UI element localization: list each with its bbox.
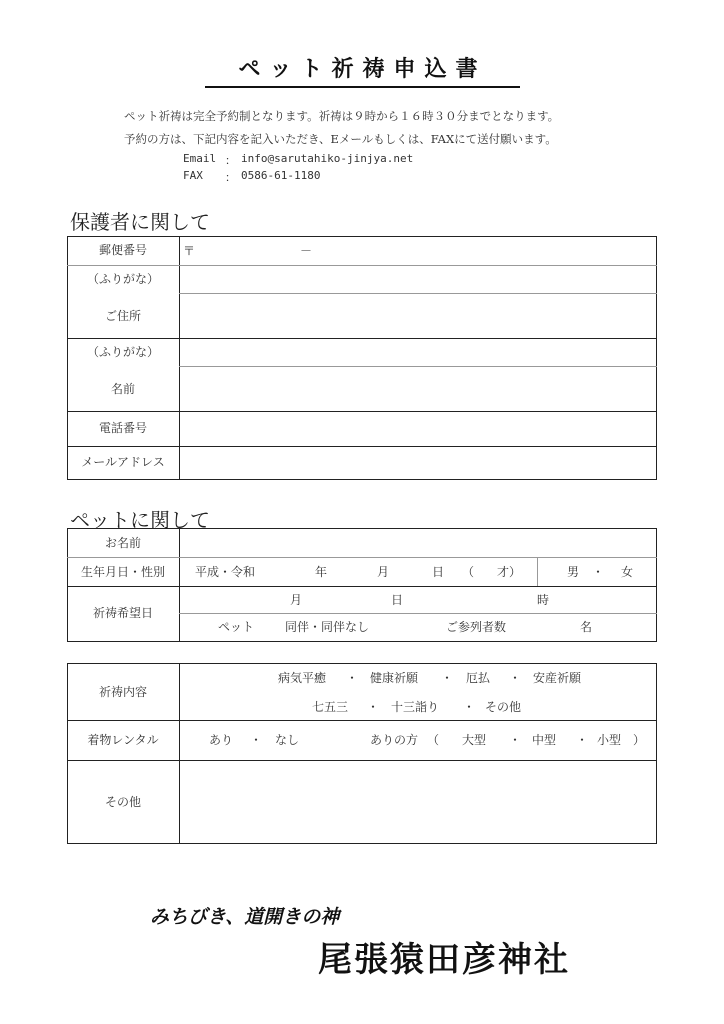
- wish-month-unit: 月: [290, 593, 303, 607]
- option-byoki-heiyu[interactable]: 病気平癒: [278, 671, 327, 685]
- wish-day-unit: 日: [391, 593, 404, 607]
- email-contact-sep: ：: [225, 154, 236, 167]
- dot: ・: [463, 700, 476, 714]
- row-divider: [179, 366, 657, 367]
- size-medium[interactable]: 中型: [532, 733, 557, 747]
- prayer-divider: [179, 663, 180, 844]
- persons-unit: 名: [580, 620, 593, 634]
- other-label: その他: [104, 795, 141, 809]
- dot: ・: [576, 733, 589, 747]
- dot: ・: [250, 733, 263, 747]
- wish-date-field[interactable]: [181, 588, 655, 612]
- name-furigana-label: （ふりがな）: [86, 345, 159, 359]
- pet-accompany-label: ペット: [218, 620, 255, 634]
- name-furigana-field[interactable]: [181, 340, 655, 365]
- postal-code-field[interactable]: [181, 238, 655, 264]
- option-jusanmairi[interactable]: 十三詣り: [391, 700, 440, 714]
- other-field[interactable]: [181, 762, 655, 843]
- pet-divider: [179, 528, 180, 642]
- birth-gender-label: 生年月日・性別: [80, 565, 165, 579]
- row-divider: [67, 411, 657, 412]
- pet-name-field[interactable]: [181, 530, 655, 556]
- year-unit: 年: [315, 565, 328, 579]
- accompany-choice[interactable]: 同伴・同伴なし: [285, 620, 370, 634]
- row-divider: [67, 338, 657, 339]
- fax-contact-sep: ：: [225, 171, 236, 184]
- option-yakubarai[interactable]: 厄払: [466, 671, 491, 685]
- wish-hour-unit: 時: [537, 593, 550, 607]
- kimono-yes[interactable]: あり: [209, 733, 234, 747]
- age-open: （: [462, 565, 475, 579]
- gender-female[interactable]: 女: [621, 565, 634, 579]
- attendees-label: ご参列者数: [446, 620, 507, 634]
- cell-divider: [537, 557, 538, 586]
- intro-line-2: 予約の方は、下記内容を記入いただき、Eメールもしくは、FAXにて送付願います。: [124, 132, 557, 146]
- guardian-heading: 保護者に関して: [70, 210, 210, 234]
- fax-contact-value: 0586-61-1180: [241, 169, 321, 182]
- pet-name-label: お名前: [104, 536, 141, 550]
- size-large[interactable]: 大型: [462, 733, 487, 747]
- email-contact-label: Email: [183, 152, 217, 165]
- wish-date-label: 祈祷希望日: [92, 606, 153, 620]
- postal-mark: 〒: [183, 244, 196, 258]
- form-title: ペット祈祷申込書: [205, 52, 520, 88]
- row-divider: [67, 586, 657, 587]
- guardian-divider: [179, 236, 180, 480]
- kimono-if-yes-label: ありの方: [370, 733, 419, 747]
- row-divider: [67, 760, 657, 761]
- shrine-tagline: みちびき、道開きの神: [150, 906, 340, 928]
- email-field[interactable]: [181, 448, 655, 479]
- row-divider: [67, 265, 657, 266]
- month-unit: 月: [377, 565, 390, 579]
- size-close: ）: [633, 733, 646, 747]
- fax-contact-label: FAX: [183, 169, 203, 182]
- phone-label: 電話番号: [98, 421, 147, 435]
- email-label: メールアドレス: [81, 455, 165, 469]
- option-shichigosan[interactable]: 七五三: [312, 700, 349, 714]
- day-unit: 日: [432, 565, 445, 579]
- age-unit: 才）: [497, 565, 522, 579]
- kimono-label: 着物レンタル: [87, 733, 159, 747]
- dot: ・: [509, 733, 522, 747]
- row-divider: [67, 720, 657, 721]
- postal-dash: －: [300, 244, 313, 258]
- shrine-name: 尾張猿田彦神社: [318, 940, 570, 980]
- dot: ・: [367, 700, 380, 714]
- size-open: （: [427, 733, 440, 747]
- address-label: ご住所: [104, 309, 141, 323]
- dot: ・: [509, 671, 522, 685]
- gender-dot: ・: [592, 565, 605, 579]
- guardian-name-field[interactable]: [181, 368, 655, 410]
- email-contact-value: info@sarutahiko-jinjya.net: [241, 152, 414, 165]
- size-small[interactable]: 小型: [597, 733, 622, 747]
- row-divider: [67, 446, 657, 447]
- address-furigana-label: （ふりがな）: [86, 272, 159, 286]
- postal-code-label: 郵便番号: [98, 243, 147, 257]
- intro-line-1: ペット祈祷は完全予約制となります。祈祷は９時から１６時３０分までとなります。: [124, 109, 560, 123]
- option-anzan-kigan[interactable]: 安産祈願: [533, 671, 582, 685]
- gender-male[interactable]: 男: [567, 565, 580, 579]
- guardian-name-label: 名前: [110, 382, 135, 396]
- address-field[interactable]: [181, 295, 655, 337]
- option-other[interactable]: その他: [485, 700, 522, 714]
- dot: ・: [346, 671, 359, 685]
- phone-field[interactable]: [181, 413, 655, 445]
- row-divider: [67, 557, 657, 558]
- pet-heading: ペットに関して: [70, 508, 210, 532]
- kimono-no[interactable]: なし: [275, 733, 300, 747]
- option-kenko-kigan[interactable]: 健康祈願: [370, 671, 419, 685]
- dot: ・: [441, 671, 454, 685]
- address-furigana-field[interactable]: [181, 267, 655, 292]
- prayer-content-label: 祈祷内容: [98, 685, 147, 699]
- era-choice[interactable]: 平成・令和: [195, 565, 256, 579]
- row-divider: [179, 293, 657, 294]
- row-divider: [179, 613, 657, 614]
